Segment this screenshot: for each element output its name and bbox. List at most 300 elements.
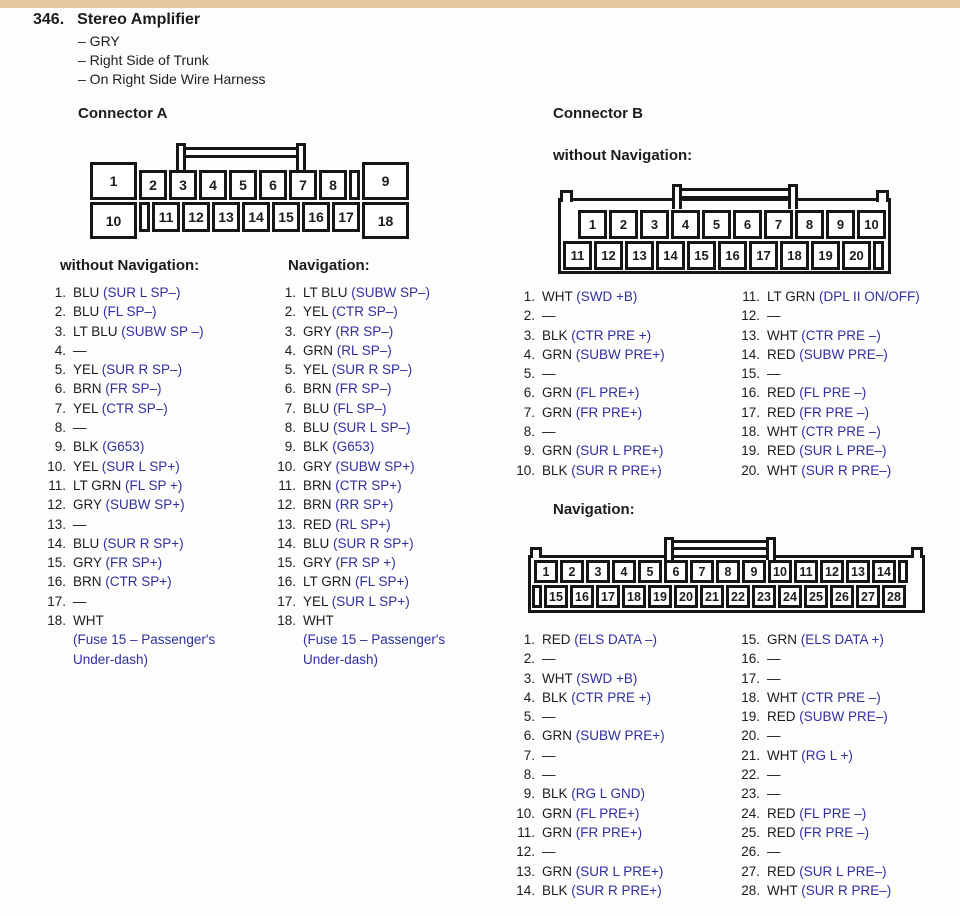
signal-name: (CTR PRE +): [571, 689, 652, 705]
pin-entry: [730, 862, 891, 881]
signal-name: (SUBW PRE+): [575, 346, 665, 362]
pin-13: 13: [625, 241, 654, 270]
signal-name: (SUR R PRE–): [801, 462, 892, 478]
connector-a-nav-title: Navigation:: [288, 257, 370, 274]
pin-number: 3.: [523, 327, 535, 343]
connector-a-nav-list: [268, 283, 496, 669]
pin-number: 20.: [741, 728, 760, 744]
signal-name: (FL SP +): [125, 477, 183, 493]
pin-number: 20.: [741, 462, 760, 478]
pin-number: 8.: [523, 424, 535, 440]
pin-1: 1: [534, 560, 558, 583]
wire-color: —: [767, 767, 781, 783]
pin-number: 14.: [741, 346, 760, 362]
pin-text: [303, 553, 396, 572]
pin-number: 1.: [284, 285, 296, 300]
wire-color: RED: [542, 632, 571, 647]
connector-b-nav-title: Navigation:: [553, 501, 635, 518]
wire-color: —: [767, 844, 781, 860]
pin-text: [73, 418, 87, 437]
pin-entry: [268, 495, 496, 514]
pin-12: 12: [182, 202, 210, 232]
pin-entry: [505, 842, 665, 861]
pin-text: [73, 495, 185, 514]
wire-color: WHT: [767, 462, 798, 478]
pin-text: [767, 326, 881, 345]
signal-name: (CTR PRE –): [801, 424, 881, 440]
pin-entry: [730, 804, 891, 823]
wire-color: BRN: [303, 497, 332, 513]
page-title: [33, 11, 200, 29]
pin-number: 12.: [741, 308, 760, 324]
signal-name: (SUBW PRE–): [799, 346, 888, 362]
pin-text: [73, 322, 204, 341]
pin-7: 7: [690, 560, 714, 583]
pin-11: 11: [563, 241, 592, 270]
wire-color: GRN: [542, 443, 572, 459]
signal-name: (SUBW PRE+): [575, 728, 665, 744]
pin-text: [542, 862, 663, 881]
wire-color: WHT: [767, 424, 798, 440]
pin-number: 18.: [741, 689, 760, 705]
signal-name: (ELS DATA +): [800, 632, 884, 647]
pin-number: 7.: [54, 400, 66, 416]
signal-name: (SWD +B): [576, 670, 638, 686]
pin-number: 8.: [284, 420, 296, 436]
pin-text: [767, 823, 869, 842]
pin-number: 10.: [516, 462, 535, 478]
wire-color: BLU: [303, 400, 330, 416]
signal-name: (SUBW PRE–): [799, 709, 888, 725]
pin-number: 4.: [523, 689, 535, 705]
pin-text: [767, 345, 888, 364]
wire-color: —: [767, 308, 781, 324]
signal-name: (FL SP–): [333, 400, 387, 416]
pin-10: 10: [857, 210, 886, 239]
pin-entry: [730, 364, 920, 383]
wire-color: —: [767, 366, 781, 382]
wire-color: —: [542, 747, 556, 763]
signal-name: (SUR L PRE+): [575, 443, 664, 459]
pin-number: 3.: [523, 670, 535, 686]
pin-15: 15: [544, 585, 568, 608]
pin-text: [73, 399, 168, 418]
pin-text: [73, 476, 182, 495]
wire-color: GRY: [73, 555, 102, 571]
pin-number: 19.: [741, 709, 760, 725]
pin-text: [767, 383, 866, 402]
latch-prong: [672, 184, 682, 209]
pin-text: [542, 383, 639, 402]
pin-entry: [505, 630, 665, 649]
signal-name: (FL PRE+): [575, 805, 640, 821]
signal-name: (SWD +B): [576, 289, 638, 304]
body-ear: [911, 547, 923, 558]
pin-entry: [38, 534, 266, 553]
wire-color: —: [73, 420, 87, 436]
pin-text: [73, 534, 184, 553]
pin-11: 11: [152, 202, 180, 232]
pin-entry: [505, 364, 665, 383]
pin-text: [303, 360, 412, 379]
connector-b-top-row: [578, 210, 886, 239]
pin-11: 11: [794, 560, 818, 583]
wire-color: GRN: [303, 342, 333, 358]
pin-text: [73, 341, 87, 360]
blank-slot: [349, 170, 360, 200]
pin-text: [767, 746, 853, 765]
connector-b-without-nav-list-left: [505, 287, 665, 480]
body-ear: [560, 190, 573, 202]
pin-9: 9: [362, 162, 409, 200]
pin-text: [542, 688, 651, 707]
wire-color: LT GRN: [767, 289, 816, 304]
page-title-number: 346.: [33, 11, 65, 28]
pin-text: [303, 495, 393, 514]
wire-color: BLK: [542, 327, 568, 343]
pin-text: [303, 476, 402, 495]
pin-9: 9: [826, 210, 855, 239]
pin-number: 1.: [54, 285, 66, 300]
pin-text: [73, 553, 162, 572]
pin-number: 3.: [54, 323, 66, 339]
subtitle-line: – On Right Side Wire Harness: [78, 71, 266, 87]
pin-21: 21: [700, 585, 724, 608]
pin-entry: [268, 322, 496, 341]
pin-entry: [268, 418, 496, 437]
pin-entry: [268, 341, 496, 360]
pin-entry: [730, 784, 891, 803]
wire-color: —: [542, 767, 556, 783]
pin-19: 19: [811, 241, 840, 270]
pin-text: [303, 534, 414, 553]
wire-color: BRN: [303, 477, 332, 493]
signal-name: (RL SP–): [336, 342, 392, 358]
signal-name: (FL SP+): [355, 574, 409, 590]
connector-a-bottom-row: [90, 202, 409, 239]
pin-3: 3: [586, 560, 610, 583]
pin-3: 3: [169, 170, 197, 200]
pin-12: 12: [820, 560, 844, 583]
wire-color: BLU: [73, 285, 100, 300]
pin-entry: [505, 422, 665, 441]
connector-b-nav-list-left: [505, 630, 665, 900]
pin-7: 7: [289, 170, 317, 200]
signal-name: (FL PRE+): [575, 385, 640, 401]
wire-color: GRY: [303, 458, 332, 474]
body-ear: [876, 190, 889, 202]
pin-entry: [38, 457, 266, 476]
pin-number: 17.: [47, 593, 66, 609]
pin-entry: [268, 399, 496, 418]
pin-25: 25: [804, 585, 828, 608]
blank-slot: [873, 241, 884, 270]
pin-entry: [38, 418, 266, 437]
signal-name: (SUR R SP–): [101, 362, 183, 378]
wire-color: —: [767, 651, 781, 667]
wire-color: LT BLU: [73, 323, 118, 339]
pin-text: [542, 461, 662, 480]
pin-text: [542, 422, 556, 441]
pin-entry: [268, 437, 496, 456]
latch-prong: [766, 537, 776, 560]
blank-slot: [532, 585, 542, 608]
pin-text: [73, 611, 221, 669]
wire-color: WHT: [767, 327, 798, 343]
pin-number: 2.: [284, 304, 296, 320]
subtitle-line: – Right Side of Trunk: [78, 52, 209, 68]
wire-color: BLU: [303, 420, 330, 436]
signal-note: (Fuse 15 – Passenger's Under-dash): [73, 632, 216, 667]
pin-2: 2: [139, 170, 167, 200]
pin-number: 26.: [741, 844, 760, 860]
pin-16: 16: [302, 202, 330, 232]
pin-8: 8: [319, 170, 347, 200]
pin-number: 6.: [523, 385, 535, 401]
connector-a-top-row: [90, 162, 409, 200]
signal-name: (FL PRE –): [799, 805, 867, 821]
pin-text: [767, 461, 891, 480]
pin-entry: [38, 322, 266, 341]
latch-prong: [664, 537, 674, 560]
pin-8: 8: [795, 210, 824, 239]
pin-text: [303, 457, 415, 476]
signal-name: (FR PRE+): [575, 824, 643, 840]
pin-1: 1: [578, 210, 607, 239]
latch-prong: [788, 184, 798, 209]
pin-10: 10: [768, 560, 792, 583]
pin-number: 16.: [741, 651, 760, 667]
pin-entry: [730, 422, 920, 441]
pin-number: 25.: [741, 824, 760, 840]
signal-name: (SUR L SP+): [331, 593, 410, 609]
pin-entry: [505, 287, 665, 306]
pin-number: 5.: [54, 362, 66, 378]
wire-color: RED: [303, 516, 332, 532]
wire-color: GRN: [542, 346, 572, 362]
signal-name: (G653): [102, 439, 145, 455]
pin-entry: [38, 360, 266, 379]
pin-entry: [730, 707, 891, 726]
pin-entry: [268, 572, 496, 591]
pin-6: 6: [664, 560, 688, 583]
wire-color: YEL: [303, 304, 329, 320]
signal-name: (CTR PRE +): [571, 327, 652, 343]
pin-23: 23: [752, 585, 776, 608]
pin-number: 8.: [523, 767, 535, 783]
pin-28: 28: [882, 585, 906, 608]
wire-color: GRN: [542, 728, 572, 744]
pin-number: 9.: [54, 439, 66, 455]
pin-text: [542, 287, 637, 306]
pin-15: 15: [687, 241, 716, 270]
wire-color: —: [767, 670, 781, 686]
signal-name: (CTR SP–): [101, 400, 168, 416]
pin-text: [303, 399, 387, 418]
pin-number: 17.: [741, 670, 760, 686]
signal-name: (CTR SP–): [331, 304, 398, 320]
pin-entry: [730, 345, 920, 364]
pin-4: 4: [612, 560, 636, 583]
pin-number: 7.: [284, 400, 296, 416]
connector-b-without-nav-list-right: [730, 287, 920, 480]
pin-number: 18.: [277, 613, 296, 629]
wire-color: YEL: [73, 362, 99, 378]
pin-entry: [730, 881, 891, 900]
pin-text: [303, 572, 409, 591]
pin-entry: [38, 592, 266, 611]
signal-name: (SUR R PRE–): [801, 882, 892, 898]
pin-entry: [268, 553, 496, 572]
pin-26: 26: [830, 585, 854, 608]
wire-color: GRN: [767, 632, 797, 647]
blank-slot: [139, 202, 150, 232]
pin-number: 8.: [54, 420, 66, 436]
pin-number: 27.: [741, 863, 760, 879]
pin-entry: [505, 461, 665, 480]
wire-color: —: [73, 593, 87, 609]
pin-number: 7.: [523, 404, 535, 420]
pin-3: 3: [640, 210, 669, 239]
pin-number: 13.: [277, 516, 296, 532]
wire-color: BLK: [542, 689, 568, 705]
signal-name: (SUBW SP–): [351, 285, 431, 300]
wire-color: RED: [767, 346, 796, 362]
pin-10: 10: [90, 202, 137, 239]
pin-13: 13: [846, 560, 870, 583]
pin-entry: [505, 326, 665, 345]
latch-bar: [179, 147, 305, 158]
wire-color: WHT: [303, 613, 334, 629]
pin-number: 6.: [284, 381, 296, 397]
pin-entry: [505, 649, 665, 668]
connector-b-without-nav-diagram: [558, 183, 894, 275]
pin-text: [767, 403, 869, 422]
pin-text: [542, 326, 651, 345]
pin-number: 15.: [47, 555, 66, 571]
wire-color: BLK: [542, 786, 568, 802]
pin-text: [303, 283, 430, 302]
signal-name: (SUR R SP–): [331, 362, 413, 378]
pin-entry: [730, 823, 891, 842]
pin-text: [542, 842, 556, 861]
signal-name: (RG L +): [801, 747, 853, 763]
pin-text: [73, 457, 180, 476]
pin-18: 18: [622, 585, 646, 608]
connector-b-nav-bottom-row: [532, 585, 906, 608]
pin-text: [542, 746, 556, 765]
signal-name: (FR PRE+): [575, 404, 643, 420]
connector-b-bottom-row: [563, 241, 884, 270]
pin-entry: [38, 283, 266, 302]
pin-text: [73, 437, 144, 456]
pin-text: [542, 726, 665, 745]
pin-entry: [730, 403, 920, 422]
pin-entry: [505, 707, 665, 726]
wire-color: LT GRN: [73, 477, 122, 493]
blank-slot: [898, 560, 908, 583]
pin-entry: [505, 881, 665, 900]
pin-14: 14: [242, 202, 270, 232]
pin-entry: [730, 726, 891, 745]
pin-entry: [505, 784, 665, 803]
wire-color: RED: [767, 805, 796, 821]
pin-2: 2: [609, 210, 638, 239]
pin-text: [542, 804, 639, 823]
connector-a-without-nav-list: [38, 283, 266, 669]
pin-number: 4.: [54, 342, 66, 358]
pin-number: 11.: [742, 289, 760, 304]
wire-color: BRN: [303, 381, 332, 397]
pin-number: 18.: [741, 424, 760, 440]
pin-number: 10.: [47, 458, 66, 474]
pin-number: 10.: [277, 458, 296, 474]
wire-color: BRN: [73, 574, 102, 590]
pin-number: 11.: [278, 477, 296, 493]
pin-entry: [505, 726, 665, 745]
pin-number: 9.: [284, 439, 296, 455]
pin-number: 13.: [741, 327, 760, 343]
pin-18: 18: [780, 241, 809, 270]
wire-color: BLU: [303, 535, 330, 551]
pin-number: 16.: [741, 385, 760, 401]
pin-number: 2.: [54, 304, 66, 320]
connector-b-nav-top-row: [534, 560, 908, 583]
pin-entry: [730, 765, 891, 784]
pin-number: 12.: [277, 497, 296, 513]
pin-text: [542, 364, 556, 383]
pin-number: 11.: [48, 477, 66, 493]
signal-name: (FR SP+): [105, 555, 163, 571]
pin-text: [767, 726, 781, 745]
signal-name: (CTR PRE –): [801, 327, 881, 343]
wire-color: YEL: [303, 362, 329, 378]
wire-color: —: [542, 709, 556, 725]
pin-number: 5.: [284, 362, 296, 378]
signal-name: (RR SP+): [335, 497, 394, 513]
pin-number: 17.: [741, 404, 760, 420]
pin-number: 28.: [741, 882, 760, 898]
pin-5: 5: [229, 170, 257, 200]
pin-text: [767, 688, 881, 707]
pin-text: [542, 765, 556, 784]
pin-entry: [505, 804, 665, 823]
pin-text: [303, 515, 391, 534]
signal-name: (SUR L SP+): [101, 458, 180, 474]
pin-text: [767, 364, 781, 383]
pin-entry: [38, 495, 266, 514]
connector-a-without-nav-title: without Navigation:: [60, 257, 200, 274]
pin-text: [73, 515, 87, 534]
pin-number: 1.: [523, 289, 535, 304]
pin-entry: [268, 534, 496, 553]
pin-entry: [730, 688, 891, 707]
signal-name: (SUBW SP+): [105, 497, 185, 513]
pin-entry: [268, 592, 496, 611]
wire-color: GRY: [73, 497, 102, 513]
pin-text: [303, 611, 451, 669]
wire-color: —: [542, 651, 556, 667]
signal-name: (CTR PRE –): [801, 689, 881, 705]
wire-color: WHT: [542, 289, 573, 304]
wire-color: BLK: [542, 882, 568, 898]
pin-text: [767, 287, 920, 306]
pin-number: 22.: [741, 767, 760, 783]
pin-text: [767, 649, 781, 668]
pin-number: 2.: [523, 308, 535, 324]
wire-color: RED: [767, 404, 796, 420]
pin-text: [303, 418, 411, 437]
